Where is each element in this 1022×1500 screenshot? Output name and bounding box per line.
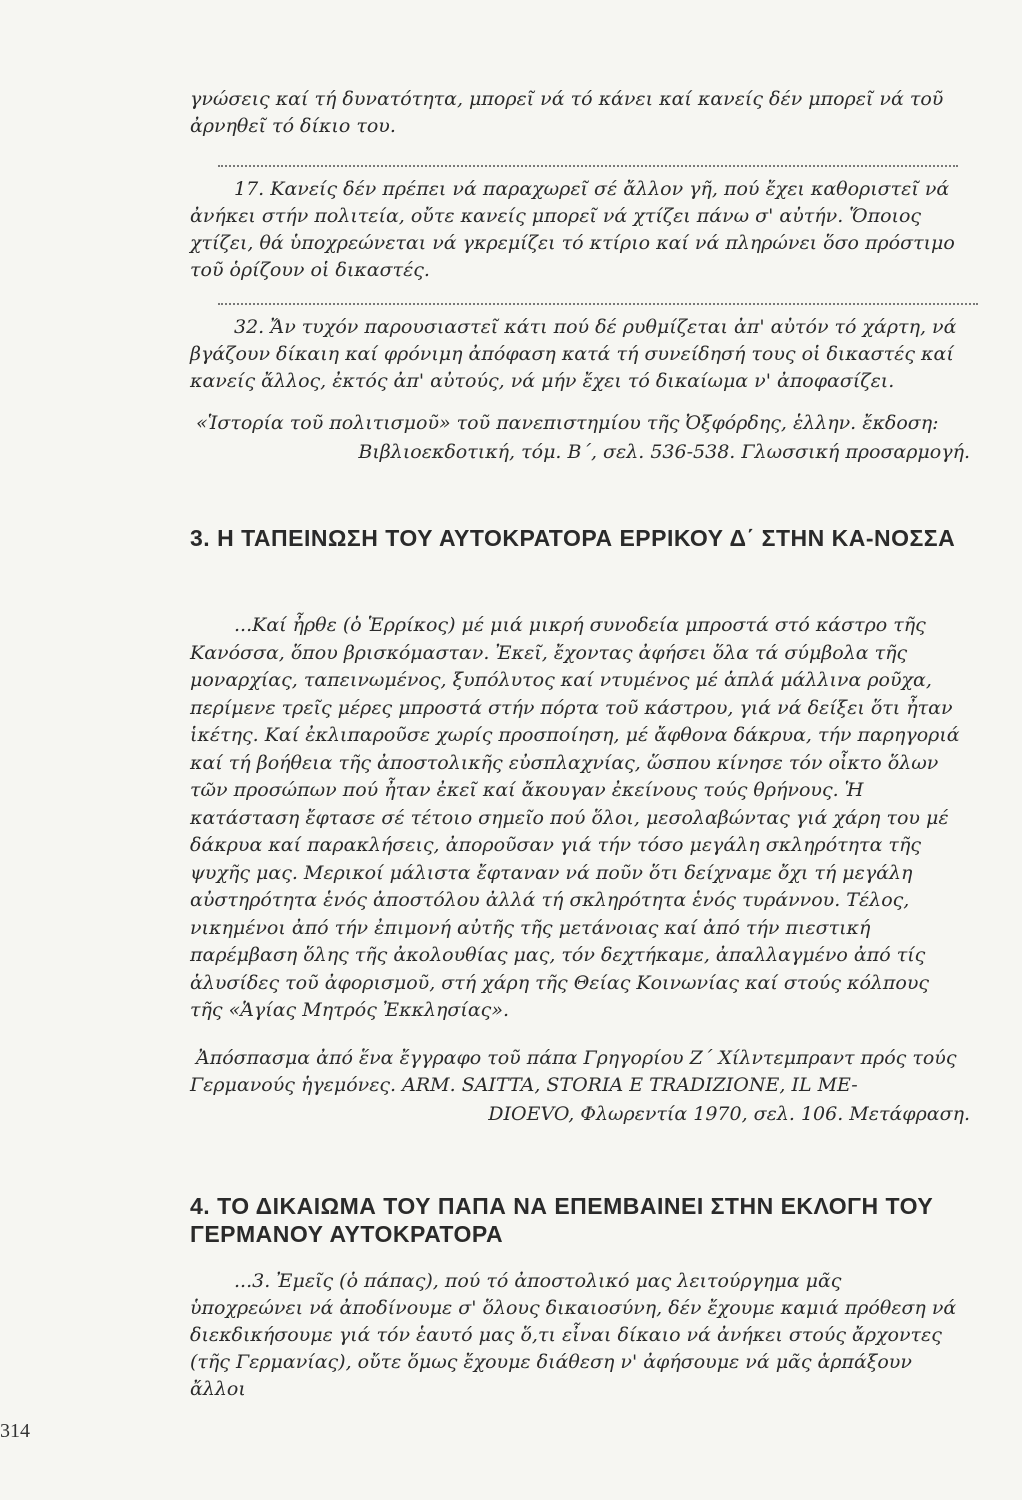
source-citation-2-line-1: Ἀπόσπασμα ἀπό ἕνα ἔγγραφο τοῦ πάπα Γρηγορίου Ζ΄ Χίλντεμπραντ πρός τούς Γερμανούς ἡγεμόνες. ARM. SAITTA, STORIA E TRADIZIONE, IL ME- [190, 1047, 957, 1096]
page-number: 314 [0, 1420, 30, 1442]
section-heading-4: 4. ΤΟ ΔΙΚΑΙΩΜΑ ΤΟΥ ΠΑΠΑ ΝΑ ΕΠΕΜΒΑΙΝΕΙ ΣΤΗΝ ΕΚΛΟΓΗ ΤΟΥ ΓΕΡΜΑΝΟΥ ΑΥΤΟΚΡΑΤΟΡΑ [190, 1193, 934, 1247]
source-citation-2-line-2: DIOEVO, Φλωρεντία 1970, σελ. 106. Μετάφραση. [488, 1103, 970, 1125]
source-citation-line-2: Βιβλιοεκδοτική, τόμ. Β΄, σελ. 536-538. Γλωσσική προσαρμογή. [358, 441, 970, 463]
paragraph-article-32: 32. Ἄν τυχόν παρουσιαστεῖ κάτι πού δέ ρυθμίζεται ἀπ' αὐτόν τό χάρτη, νά βγάζουν δίκαιη καί φρόνιμη ἀπόφαση κατά τή συνείδησή τους οἱ δικαστές καί κανείς ἄλλος, ἐκτός ἀπ' αὐτούς, νά μήν ἔχει τό δικαίωμα ν' ἀποφασίζει. [190, 316, 957, 392]
section-heading-3: 3. Η ΤΑΠΕΙΝΩΣΗ ΤΟΥ ΑΥΤΟΚΡΑΤΟΡΑ ΕΡΡΙΚΟΥ Δ΄ ΣΤΗΝ ΚΑ-ΝΟΣΣΑ [190, 525, 956, 551]
paragraph-article-17: 17. Κανείς δέν πρέπει νά παραχωρεῖ σέ ἄλλον γῆ, πού ἔχει καθοριστεῖ νά ἀνήκει στήν πολιτεία, οὔτε κανείς μπορεῖ νά χτίζει πάνω σ' αὐτήν. Ὅποιος χτίζει, θά ὑποχρεώνεται νά γκρεμίζει τό κτίριο καί νά πληρώνει ὅσο πρόστιμο τοῦ ὁρίζουν οἱ δικαστές. [190, 178, 955, 281]
ellipsis-divider [218, 165, 958, 167]
source-citation-line-1: «Ἱστορία τοῦ πολιτισμοῦ» τοῦ πανεπιστημίου τῆς Ὀξφόρδης, ἑλλην. ἔκδοση: [196, 412, 939, 434]
paragraph-canossa: ...Καί ἦρθε (ὁ Ἑρρίκος) μέ μιά μικρή συνοδεία μπροστά στό κάστρο τῆς Κανόσσα, ὅπου βρισκόμασταν. Ἐκεῖ, ἔχοντας ἀφήσει ὅλα τά σύμβολα τῆς μοναρχίας, ταπεινωμένος, ξυπόλυτος καί ντυμένος μέ ἁπλά μάλλινα ροῦχα, περίμενε τρεῖς μέρες μπροστά στήν πόρτα τοῦ κάστρου, γιά νά δείξει ὅτι ἦταν ἱκέτης. Καί ἐκλιπαροῦσε χωρίς προσποίηση, μέ ἄφθονα δάκρυα, τήν παρηγοριά καί τή βοήθεια τῆς ἀποστολικῆς εὐσπλαχνίας, ὥσπου κίνησε τόν οἶκτο ὅλων τῶν προσώπων πού ἦταν ἐκεῖ καί ἄκουγαν ἐκείνους τούς θρήνους. Ἡ κατάσταση ἔφτασε σέ τέτοιο σημεῖο πού ὅλοι, μεσολαβώντας γιά χάρη του μέ δάκρυα καί παρακλήσεις, ἀποροῦσαν γιά τήν τόσο μεγάλη σκληρότητα τῆς ψυχῆς μας. Μερικοί μάλιστα ἔφταναν νά ποῦν ὅτι δείχναμε ὄχι τή μεγάλη αὐστηρότητα ἑνός ἀποστόλου ἀλλά τή σκληρότητα ἑνός τυράννου. Τέλος, νικημένοι ἀπό τήν ἐπιμονή αὐτῆς τῆς μετάνοιας καί ἀπό τήν πιεστική παρέμβαση ὅλης τῆς ἀκολουθίας μας, τόν δεχτήκαμε, ἀπαλλαγμένο ἀπό τίς ἁλυσίδες τοῦ ἀφορισμοῦ, στή χάρη τῆς Θείας Κοινωνίας καί στούς κόλπους τῆς «Ἁγίας Μητρός Ἐκκλησίας». [190, 614, 960, 1021]
paragraph-pope-rights: ...3. Ἐμεῖς (ὁ πάπας), πού τό ἀποστολικό μας λειτούργημα μᾶς ὑποχρεώνει νά ἀποδίνουμε σ' ὅλους δικαιοσύνη, δέν ἔχουμε καμιά πρόθεση νά διεκδικήσουμε γιά τόν ἑαυτό μας ὅ,τι εἶναι δίκαιο νά ἀνήκει στούς ἄρχοντες (τῆς Γερμανίας), οὔτε ὅμως ἔχουμε διάθεση ν' ἀφήσουμε νά μᾶς ἁρπάξουν ἄλλοι [190, 1270, 957, 1400]
paragraph-continuation: γνώσεις καί τή δυνατότητα, μπορεῖ νά τό κάνει καί κανείς δέν μπορεῖ νά τοῦ ἀρνηθεῖ τό δίκιο του. [190, 88, 944, 137]
ellipsis-divider [218, 303, 978, 305]
